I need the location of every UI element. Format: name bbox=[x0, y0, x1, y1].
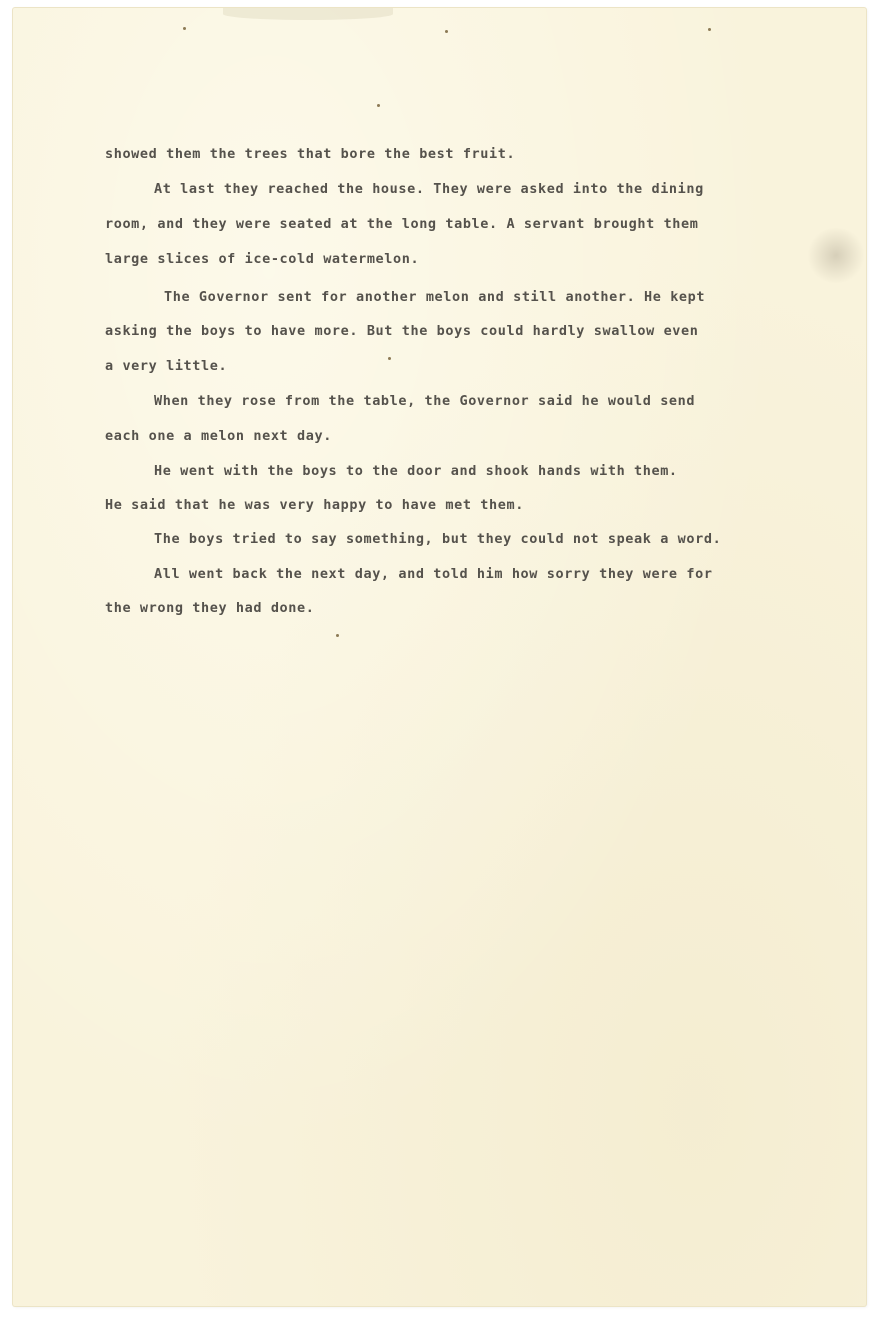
text-line: The Governor sent for another melon and still another. He kept bbox=[164, 289, 706, 305]
ink-speck bbox=[336, 634, 339, 637]
text-line: All went back the next day, and told him how sorry they were for bbox=[154, 566, 713, 582]
text-line: a very little. bbox=[105, 358, 228, 374]
ink-speck bbox=[708, 28, 711, 31]
text-line: each one a melon next day. bbox=[105, 428, 332, 444]
text-line: showed them the trees that bore the best fruit. bbox=[105, 146, 516, 162]
text-line: asking the boys to have more. But the boys could hardly swallow even bbox=[105, 323, 699, 339]
text-line: He said that he was very happy to have met them. bbox=[105, 497, 524, 513]
typewritten-page bbox=[13, 8, 866, 1306]
text-line: the wrong they had done. bbox=[105, 600, 315, 616]
paper-fold-shadow bbox=[223, 8, 393, 20]
text-line: large slices of ice-cold watermelon. bbox=[105, 251, 420, 267]
ink-speck bbox=[377, 104, 380, 107]
text-line: When they rose from the table, the Governor said he would send bbox=[154, 393, 696, 409]
text-line: room, and they were seated at the long table. A servant brought them bbox=[105, 216, 699, 232]
ink-speck bbox=[388, 357, 391, 360]
paper-smudge bbox=[806, 228, 866, 283]
text-line: The boys tried to say something, but they could not speak a word. bbox=[154, 531, 722, 547]
ink-speck bbox=[183, 27, 186, 30]
ink-speck bbox=[445, 30, 448, 33]
text-line: At last they reached the house. They were asked into the dining bbox=[154, 181, 704, 197]
text-line: He went with the boys to the door and shook hands with them. bbox=[154, 463, 678, 479]
